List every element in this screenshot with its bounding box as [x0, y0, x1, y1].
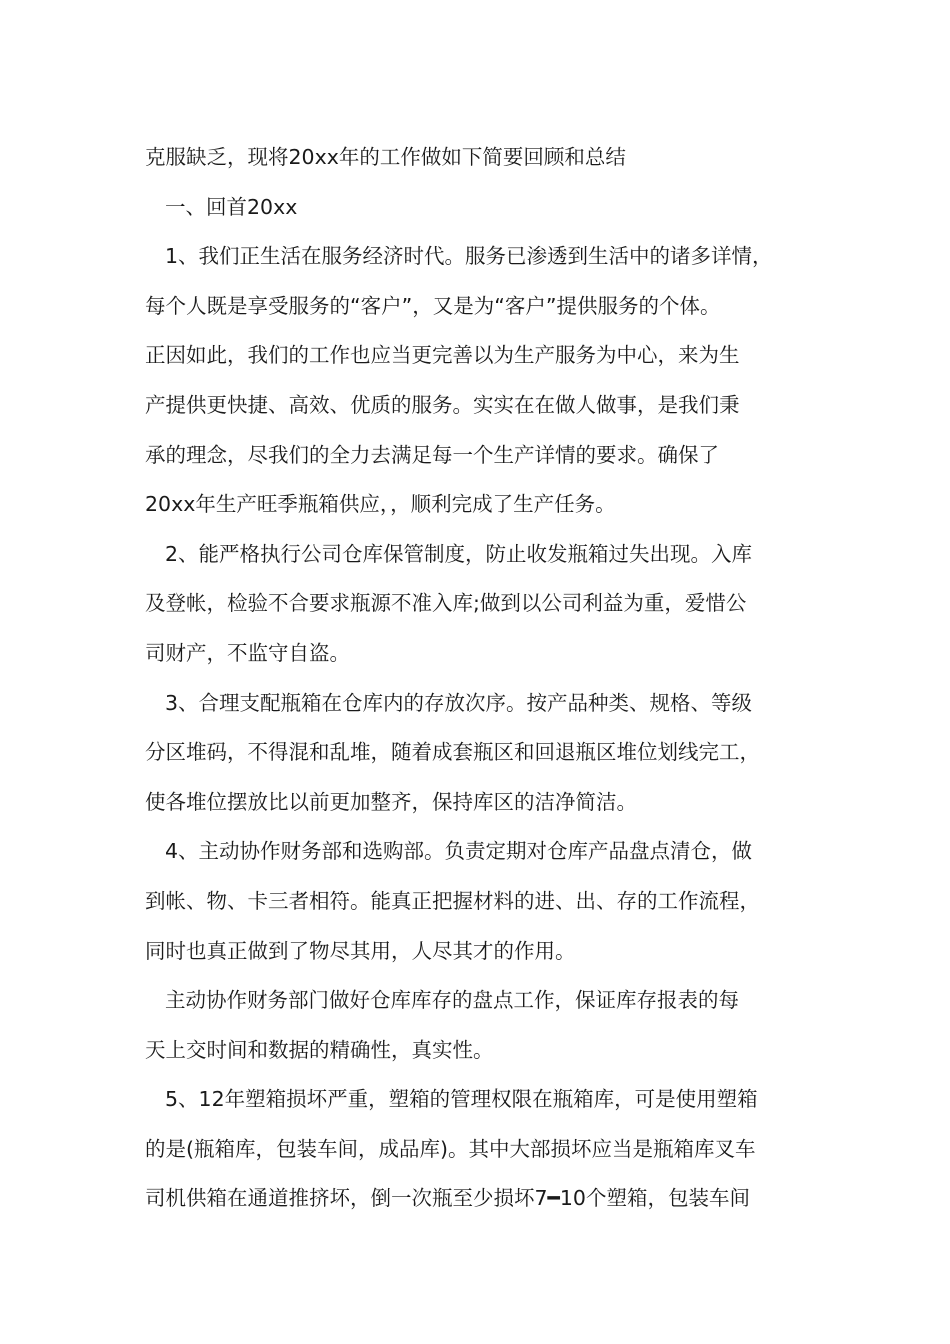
text-line: 4、主动协作财务部和选购部。负责定期对仓库产品盘点清仓，做 [165, 839, 753, 864]
text-line: 同时也真正做到了物尽其用，人尽其才的作用。 [145, 938, 576, 963]
text-line: 分区堆码，不得混和乱堆，随着成套瓶区和回退瓶区堆位划线完工， [145, 740, 760, 765]
text-line: 到帐、物、卡三者相符。能真正把握材料的进、出、存的工作流程， [145, 888, 760, 913]
text-line: 产提供更快捷、高效、优质的服务。实实在在做人做事，是我们秉 [145, 392, 740, 417]
text-line: 主动协作财务部门做好仓库库存的盘点工作，保证库存报表的每 [165, 988, 739, 1013]
text-line: 20xx年生产旺季瓶箱供应，，顺利完成了生产任务。 [145, 492, 616, 517]
text-line: 使各堆位摆放比以前更加整齐，保持库区的洁净简洁。 [145, 789, 637, 814]
text-line: 3、合理支配瓶箱在仓库内的存放次序。按产品种类、规格、等级 [165, 690, 753, 715]
text-line: 承的理念，尽我们的全力去满足每一个生产详情的要求。确保了 [145, 442, 719, 467]
section-heading: 一、回首20xx [165, 194, 298, 219]
text-line: 天上交时间和数据的精确性，真实性。 [145, 1037, 494, 1062]
text-line: 正因如此，我们的工作也应当更完善以为生产服务为中心，来为生 [145, 343, 740, 368]
text-line: 司财产，不监守自盗。 [145, 640, 350, 665]
text-line: 每个人既是享受服务的“客户”，又是为“客户”提供服务的个体。 [145, 293, 721, 318]
text-line: 司机供箱在通道推挤坏，倒一次瓶至少损坏7━10个塑箱，包装车间 [145, 1186, 750, 1211]
document-body [145, 133, 825, 1224]
text-line: 的是(瓶箱库，包装车间，成品库)。其中大部损坏应当是瓶箱库叉车 [145, 1136, 756, 1161]
text-line: 5、12年塑箱损坏严重，塑箱的管理权限在瓶箱库，可是使用塑箱 [165, 1087, 758, 1112]
text-line: 及登帐，检验不合要求瓶源不准入库;做到以公司利益为重，爱惜公 [145, 591, 747, 616]
text-line: 1、我们正生活在服务经济时代。服务已渗透到生活中的诸多详情， [165, 244, 773, 269]
text-line: 克服缺乏，现将20xx年的工作做如下简要回顾和总结 [145, 145, 626, 169]
text-line: 2、能严格执行公司仓库保管制度，防止收发瓶箱过失出现。入库 [165, 541, 753, 566]
